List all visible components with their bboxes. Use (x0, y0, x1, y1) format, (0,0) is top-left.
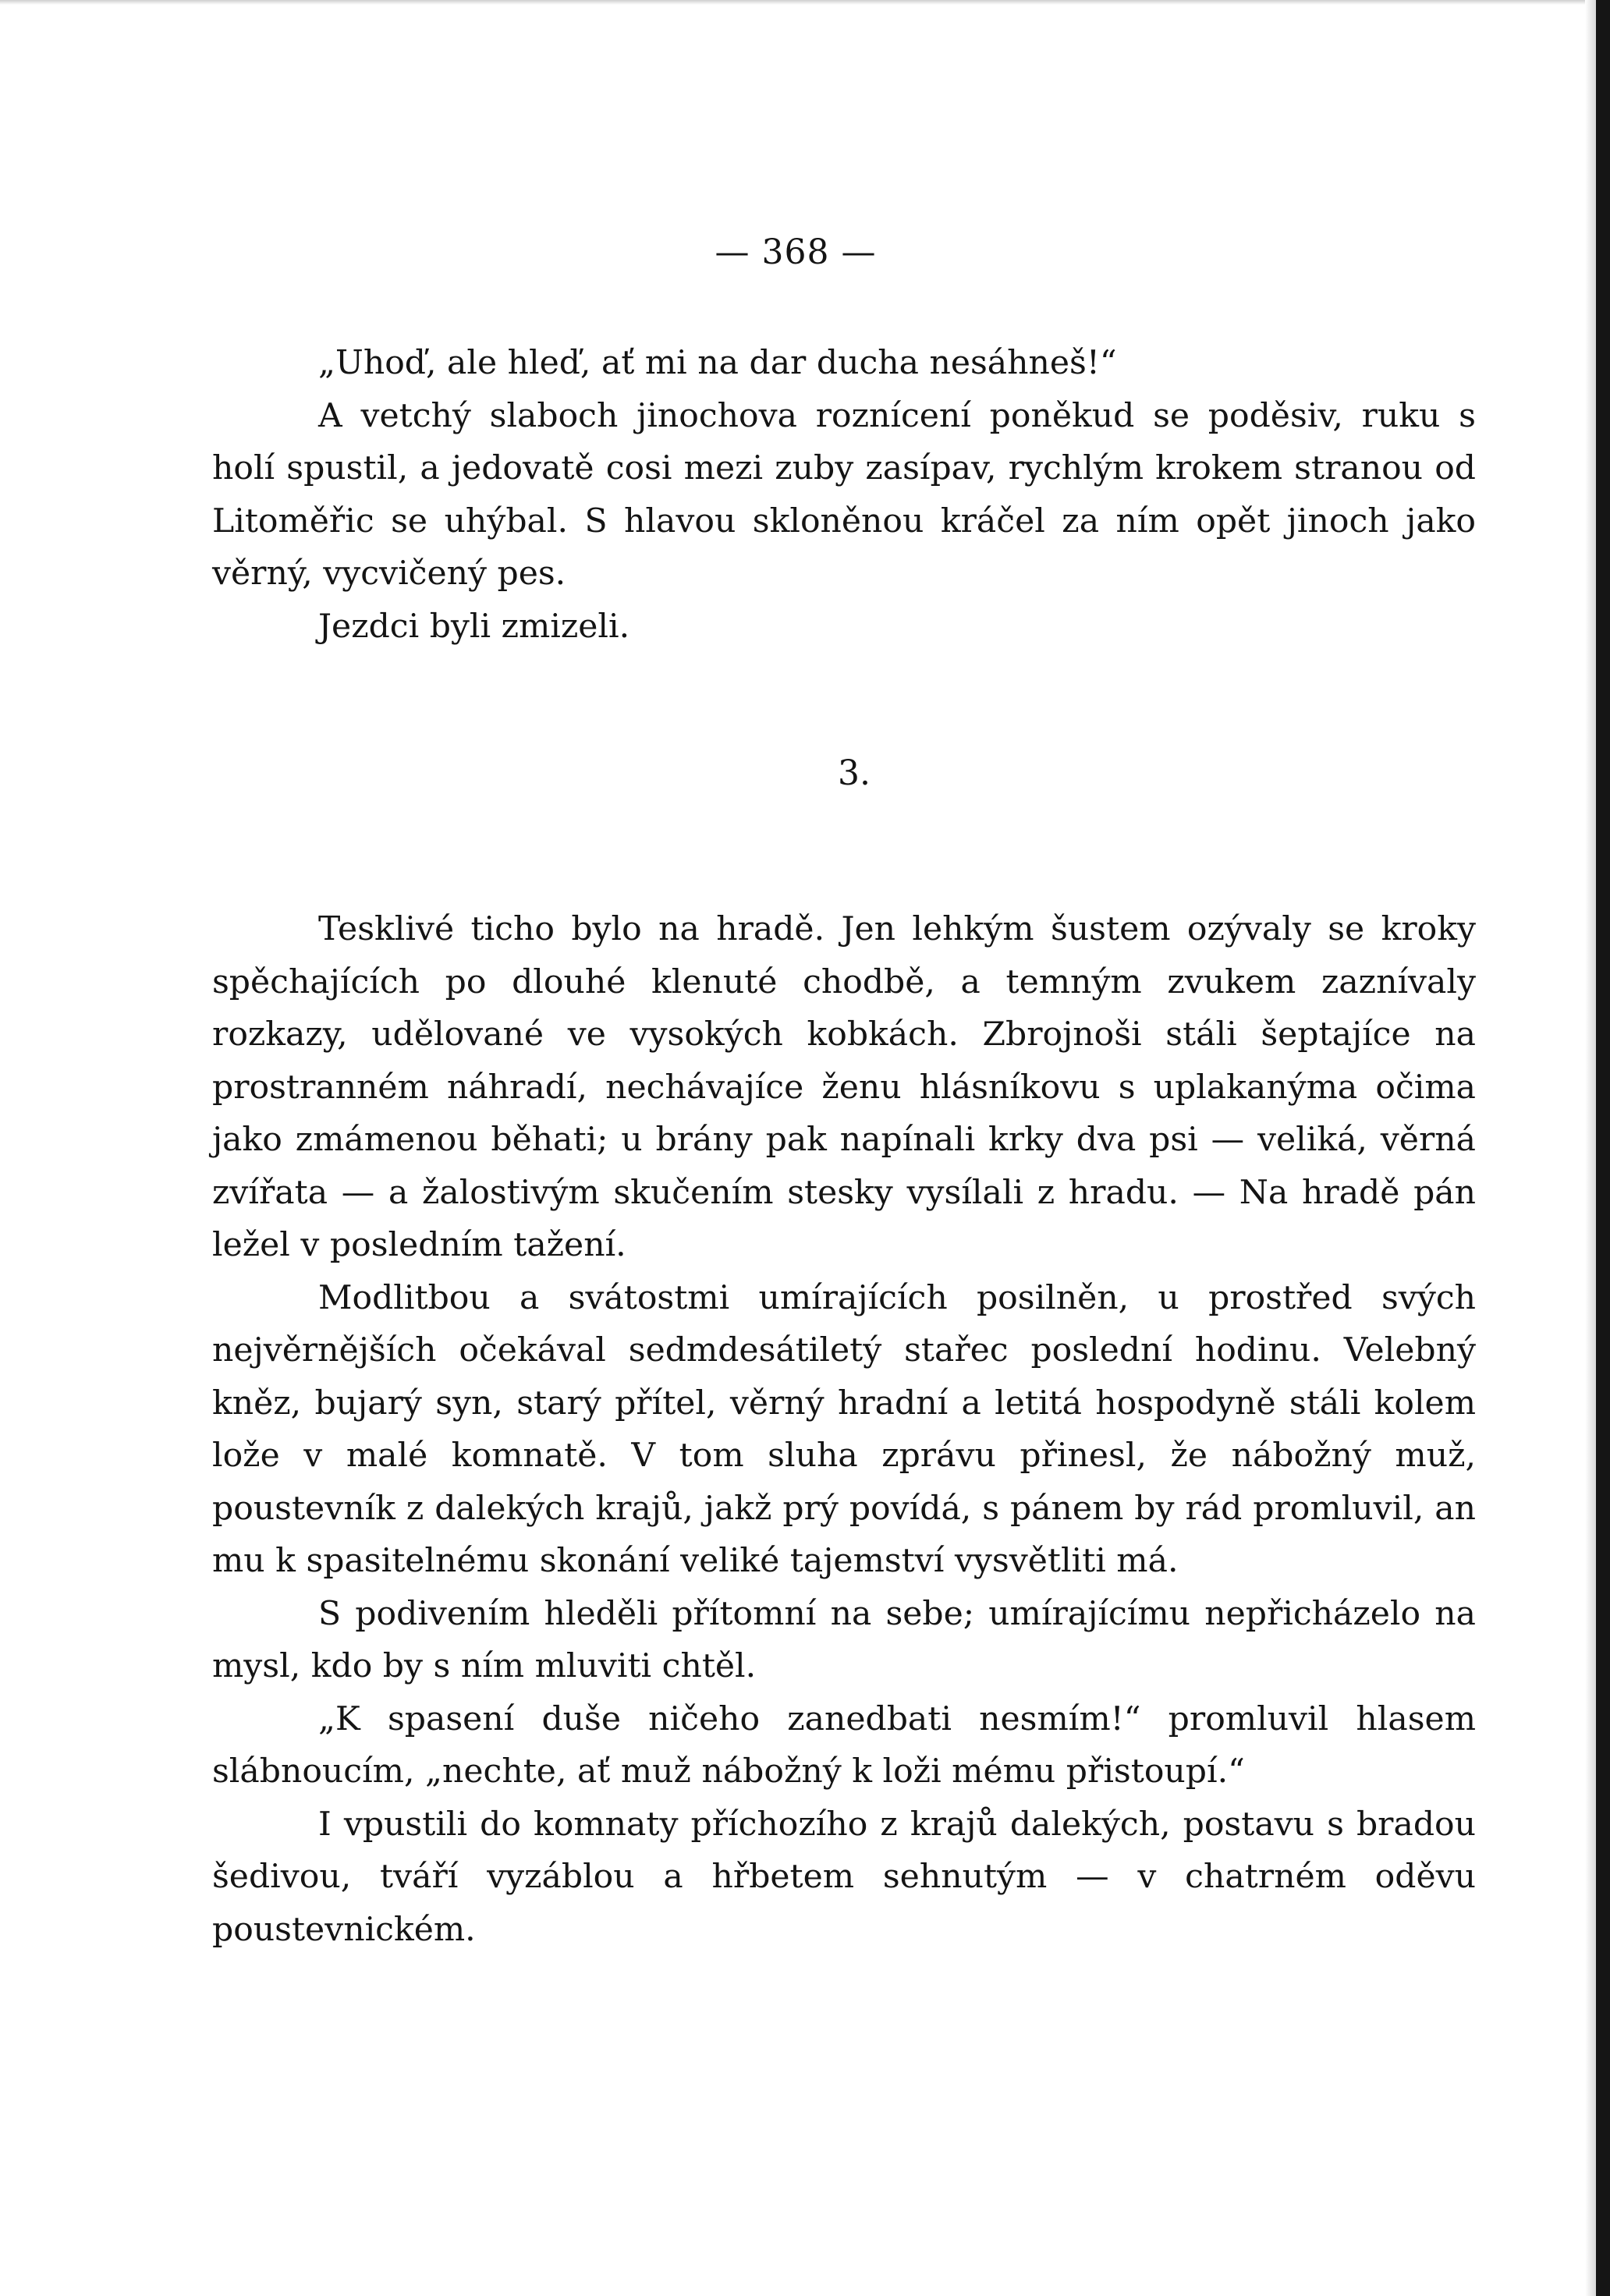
scan-right-edge (1596, 0, 1610, 2296)
scan-edge-shadow (1585, 0, 1596, 2296)
paragraph: „K spasení duše ničeho zanedbati nesmím!“ promluvil hlasem slábnoucím, „nechte, ať muž nábožný k loži mému přistoupí.“ (212, 1699, 1476, 1791)
paragraph: I vpustili do komnaty příchozího z krajů dalekých, postavu s bradou šedivou, tváří vyzáblou a hřbetem sehnutým — v chatrném oděvu poustevnickém. (212, 1805, 1476, 1949)
paragraph: Jezdci byli zmizeli. (318, 607, 630, 646)
paragraph: S podivením hleděli přítomní na sebe; umírajícímu nepřicházelo na mysl, kdo by s ním mluviti chtěl. (212, 1594, 1476, 1685)
page-number: — 368 — (715, 232, 877, 272)
paragraph: A vetchý slaboch jinochova roznícení poněkud se poděsiv, ruku s holí spustil, a jedovatě cosi mezi zuby zasípav, rychlým krokem stranou od Litoměřic se uhýbal. S hlavou skloněnou kráčel za ním opět jinoch jako věrný, vycvičený pes. (212, 396, 1476, 593)
scan-top-edge (0, 0, 1610, 5)
paragraph: „Uhoď, ale hleď, ať mi na dar ducha nesáhneš!“ (318, 344, 1117, 382)
section-heading: 3. (838, 753, 871, 793)
text-block-top (212, 337, 1476, 653)
paragraph: Tesklivé ticho bylo na hradě. Jen lehkým šustem ozývaly se kroky spěchajících po dlouhé klenuté chodbě, a temným zvukem zaznívaly rozkazy, udělované ve vysokých kobkách. Zbrojnoši stáli šeptajíce na prostranném náhradí, nechávajíce ženu hlásníkovu s uplakanýma očima jako zmámenou běhati; u brány pak napínali krky dva psi — veliká, věrná zvířata — a žalostivým skučením stesky vysílali z hradu. — Na hradě pán ležel v posledním tažení. (212, 910, 1476, 1264)
text-block-bottom (212, 903, 1476, 1956)
paragraph: Modlitbou a svátostmi umírajících posilněn, u prostřed svých nejvěrnějších očekával sedmdesátiletý stařec poslední hodinu. Velebný kněz, bujarý syn, starý přítel, věrný hradní a letitá hospodyně stáli kolem lože v malé komnatě. V tom sluha zprávu přinesl, že nábožný muž, poustevník z dalekých krajů, jakž prý povídá, s pánem by rád promluvil, an mu k spasitelnému skonání veliké tajemství vysvětliti má. (212, 1278, 1476, 1580)
